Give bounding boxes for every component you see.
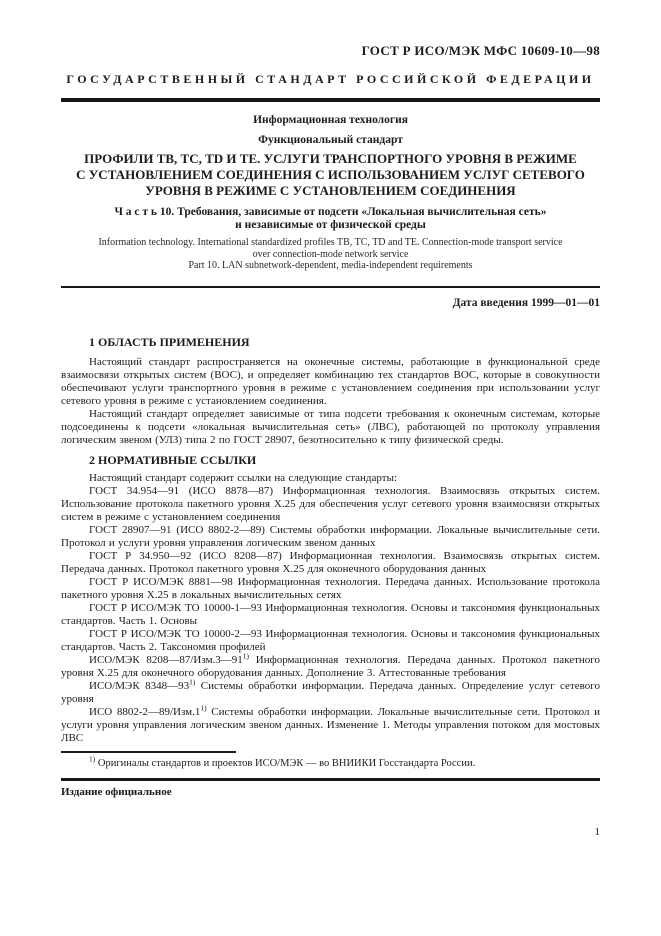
reference-item (61, 651, 601, 680)
reference-item (61, 602, 600, 628)
reference-footnote-marker: 1) (200, 703, 207, 713)
reference-item (61, 485, 600, 524)
reference-footnote-marker: 1) (189, 677, 196, 687)
section-1-paragraph-1: Настоящий стандарт распространяется на оконечные системы, работающие в функциональной среде взаимосвязи открытых систем (ВОС), и определяет комбинацию тех стандартов ВОС, которые в совокупности обеспечивают услуги транспортного уровня в режиме с установлением соединения при использовании услуг сетевого уровня в режиме с установлением соединения. (61, 356, 600, 407)
reference-text: Системы обработки информации. Локальные вычислительные сети. Протокол и услуги уровня управления логическим звеном данных. Изменение 1. Методы управления потоком для мостовых ЛВС (61, 706, 600, 744)
reference-item (61, 628, 600, 654)
federation-title: ГОСУДАРСТВЕННЫЙ СТАНДАРТ РОССИЙСКОЙ ФЕДЕРАЦИИ (66, 72, 595, 86)
english-title-line-2: over connection-mode network service (252, 248, 409, 260)
reference-text: Системы обработки информации. Передача данных. Определение услуг сетевого уровня (61, 680, 600, 705)
page-number: 1 (594, 826, 600, 838)
reference-text: Информационная технология. Взаимосвязь открытых систем. Передача данных. Протокол пакетного уровня Х.25 для оконечного оборудования данных (61, 550, 601, 575)
section-1-paragraph-2: Настоящий стандарт определяет зависимые от типа подсети требования к оконечным системам, которые подсоединены к подсети «локальная вычислительная сеть» (ЛВС), работающей по протоколу управления логическим звеном (УЛЗ) типа 2 по ГОСТ 28907, безотносительно к типу физической среды. (61, 408, 600, 446)
reference-text: Информационная технология. Передача данных. Протокол пакетного уровня Х.25 для оконечного оборудования данных. Дополнение 3. Аттестованные требования (61, 654, 601, 679)
reference-code: ИСО/МЭК 8208—87/Изм.3—91 (89, 654, 243, 666)
reference-item (61, 550, 600, 576)
english-title (61, 237, 600, 272)
main-title-line-3: УРОВНЯ В РЕЖИМЕ С УСТАНОВЛЕНИЕМ СОЕДИНЕНИЯ (145, 183, 516, 198)
reference-item (61, 576, 600, 602)
part-title (61, 206, 600, 232)
doc-number: ГОСТ Р ИСО/МЭК МФС 10609-10—98 (361, 43, 600, 58)
main-title-line-2: С УСТАНОВЛЕНИЕМ СОЕДИНЕНИЯ С ИСПОЛЬЗОВАНИЕМ УСЛУГ СЕТЕВОГО (76, 167, 585, 182)
effective-date: Дата введения 1999—01—01 (452, 297, 600, 309)
reference-code: ИСО/МЭК 8348—93 (89, 680, 190, 692)
section-1-heading: 1 ОБЛАСТЬ ПРИМЕНЕНИЯ (89, 335, 250, 349)
main-title-line-1: ПРОФИЛИ ТВ, ТС, TD И ТЕ. УСЛУГИ ТРАНСПОРТНОГО УРОВНЯ В РЕЖИМЕ (84, 151, 577, 166)
reference-code: ГОСТ Р ИСО/МЭК 8881—98 (89, 576, 233, 588)
reference-text: Системы обработки информации. Локальные вычислительные сети. Протокол и услуги уровня управления логическим звеном данных (61, 524, 601, 549)
edition-label: Издание официальное (61, 785, 172, 798)
footer-rule (61, 778, 600, 781)
english-title-line-1: Information technology. International standardized profiles TB, TC, TD and TE. Connection-mode transport service (98, 237, 563, 248)
main-title (61, 151, 600, 199)
reference-item (61, 677, 600, 706)
section-2-heading: 2 НОРМАТИВНЫЕ ССЫЛКИ (89, 453, 257, 467)
reference-item (61, 703, 600, 745)
subject-line: Информационная технология (253, 114, 408, 126)
reference-code: ИСО 8802-2—89/Изм.1 (89, 706, 201, 718)
title-separator-rule (61, 286, 600, 289)
reference-code: ГОСТ 28907—91 (ИСО 8802-2—89) (89, 524, 265, 536)
part-title-line-1: Ч а с т ь 10. Требования, зависимые от подсети «Локальная вычислительная сеть» (114, 206, 547, 218)
reference-text: Информационная технология. Основы и таксономия функциональных стандартов. Часть 1. Основы (61, 602, 600, 627)
reference-code: ГОСТ Р 34.950—92 (ИСО 8208—87) (89, 550, 282, 562)
reference-code: ГОСТ 34.954—91 (ИСО 8878—87) (89, 485, 273, 497)
reference-item (61, 524, 600, 550)
footnote-marker: 1) (89, 754, 96, 763)
reference-code: ГОСТ Р ИСО/МЭК ТО 10000-1—93 (89, 602, 262, 614)
reference-text: Информационная технология. Взаимосвязь открытых систем. Использование протокола пакетного уровня Х.25 для обеспечения услуг сетевого уровня взаимосвязи открытых систем в режиме с установлением соединения (61, 485, 600, 523)
footnote-text: Оригиналы стандартов и проектов ИСО/МЭК — во ВНИИКИ Госстандарта России. (95, 757, 476, 769)
standard-type-line: Функциональный стандарт (258, 134, 403, 146)
reference-text: Информационная технология. Основы и таксономия функциональных стандартов. Часть 2. Таксономия профилей (61, 628, 600, 653)
footnote-separator-rule (61, 751, 236, 753)
header-rule (61, 98, 600, 102)
english-title-line-3: Part 10. LAN subnetwork-dependent, media-independent requirements (188, 260, 473, 271)
reference-text: Информационная технология. Передача данных. Использование протокола пакетного уровня Х.25 в локальных вычислительных сетях (61, 576, 600, 601)
reference-code: ГОСТ Р ИСО/МЭК ТО 10000-2—93 (89, 628, 262, 640)
footnote (61, 754, 600, 770)
reference-footnote-marker: 1) (242, 651, 250, 661)
part-title-line-2: и независимые от физической среды (235, 219, 426, 231)
section-2-intro: Настоящий стандарт содержит ссылки на следующие стандарты: (89, 472, 398, 484)
